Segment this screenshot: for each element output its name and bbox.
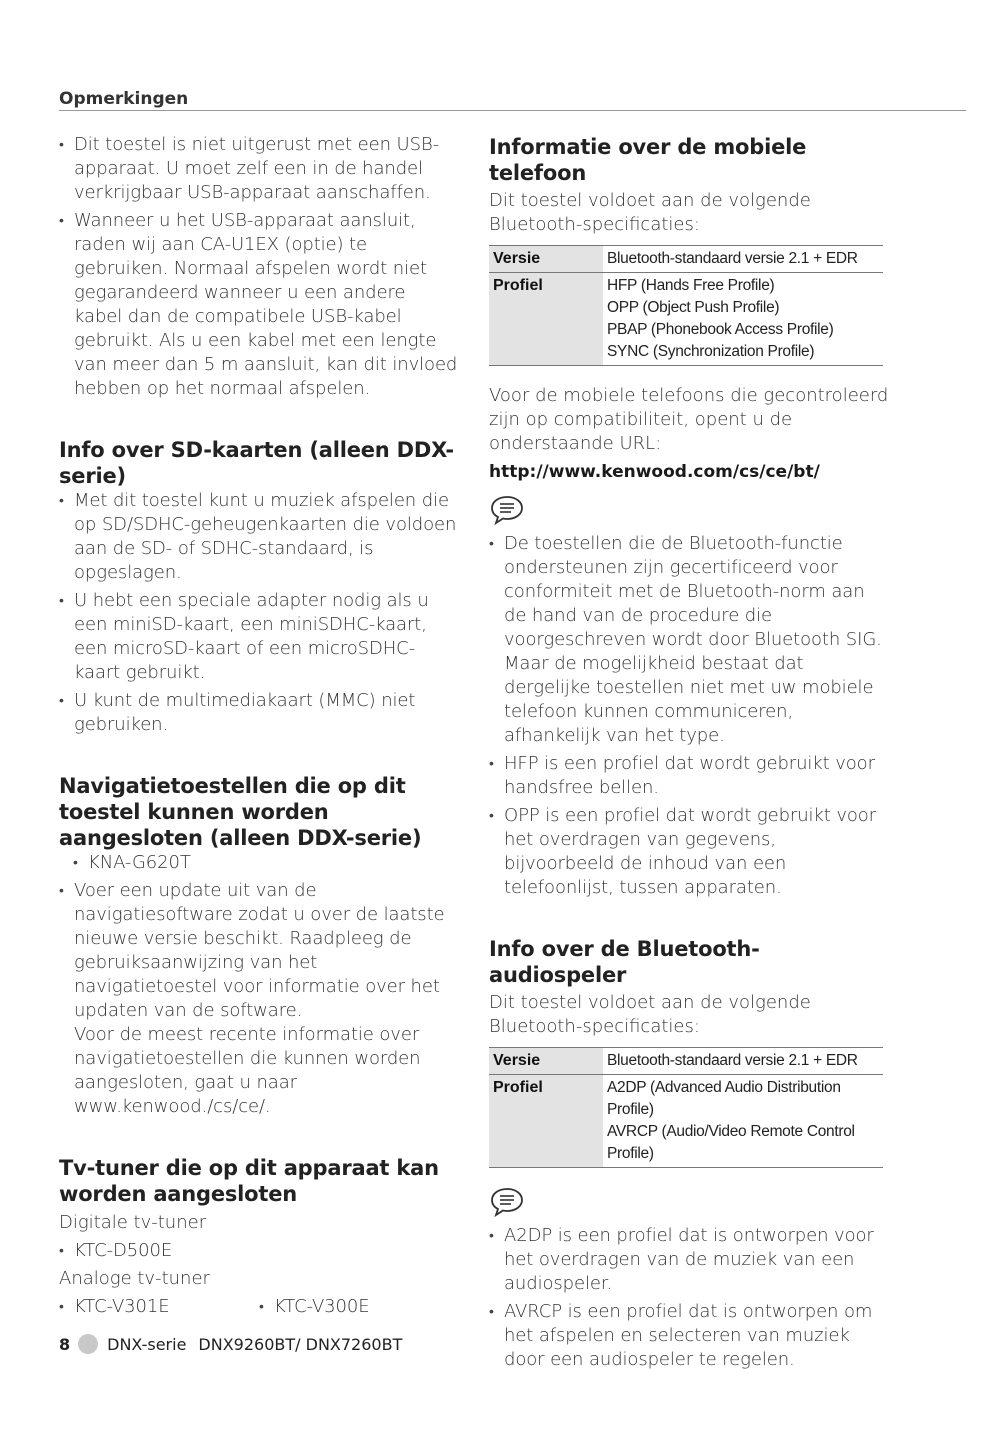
sd-notes-list <box>59 489 459 737</box>
phone-notes-list <box>489 532 889 900</box>
page-dot-icon <box>78 1334 98 1354</box>
list-item: • KTC-V301E <box>59 1295 259 1319</box>
analog-tuner-list <box>59 1295 459 1323</box>
phone-spec-table <box>489 245 883 366</box>
nav-models-list <box>59 851 459 875</box>
model-names: DNX9260BT/ DNX7260BT <box>198 1334 403 1354</box>
version-label: Versie <box>489 1048 603 1075</box>
profile-values <box>603 1075 883 1168</box>
list-item: • U kunt de multimediakaart (MMC) niet gebruiken. <box>59 689 459 737</box>
list-item: • Wanneer u het USB-apparaat aansluit, raden wij aan CA-U1EX (optie) te gebruiken. Normaal afspelen wordt niet gegarandeerd wanneer u een andere kabel dan de compatibele USB-kabel gebruikt. Als u een kabel met een lengte van meer dan 5 m aansluit, kan dit invloed hebben op het normaal afspelen. <box>59 209 459 401</box>
nav-notes-list <box>59 879 459 1119</box>
note-icon <box>489 1186 525 1218</box>
list-item: • AVRCP is een profiel dat is ontworpen om het afspelen en selecteren van muziek door een audiospeler te regelen. <box>489 1300 889 1372</box>
series-name: DNX-serie <box>107 1334 187 1354</box>
page-number: 8 <box>59 1334 71 1354</box>
phone-intro: Dit toestel voldoet aan de volgende Bluetooth-specificaties: <box>489 190 811 235</box>
audio-heading: Info over de Bluetooth-audiospeler <box>489 937 760 987</box>
list-item <box>59 879 459 1119</box>
list-item: • HFP is een profiel dat wordt gebruikt voor handsfree bellen. <box>489 752 889 800</box>
sd-heading: Info over SD-kaarten (alleen DDX-serie) <box>59 438 454 488</box>
nav-heading: Navigatietoestellen die op dit toestel kunnen worden aangesloten (alleen DDX-serie) <box>59 774 422 850</box>
digital-tuner-list <box>59 1239 459 1263</box>
phone-heading: Informatie over de mobiele telefoon <box>489 135 807 185</box>
list-item: • Dit toestel is niet uitgerust met een USB-apparaat. U moet zelf een in de handel verkrijgbaar USB-apparaat aanschaffen. <box>59 133 459 205</box>
compat-url: http://www.kenwood.com/cs/ce/bt/ <box>489 462 820 482</box>
audio-notes-list <box>489 1224 889 1372</box>
list-item: • De toestellen die de Bluetooth-functie ondersteunen zijn gecertificeerd voor conformiteit met de Bluetooth-norm aan de hand van de procedure die voorgeschreven wordt door Bluetooth SIG. Maar de mogelijkheid bestaat dat dergelijke toestellen niet met uw mobiele telefoon kunnen communiceren, afhankelijk van het type. <box>489 532 889 748</box>
analog-tuner-label: Analoge tv-tuner <box>59 1268 210 1289</box>
version-label: Versie <box>489 246 603 273</box>
list-item: • KTC-V300E <box>259 1295 459 1319</box>
list-item: • OPP is een profiel dat wordt gebruikt voor het overdragen van gegevens, bijvoorbeeld de inhoud van een telefoonlijst, tussen apparaten. <box>489 804 889 900</box>
profile-item: A2DP (Advanced Audio Distribution Profile) <box>607 1079 841 1118</box>
profile-values <box>603 273 883 366</box>
list-item: • Met dit toestel kunt u muziek afspelen die op SD/SDHC-geheugenkaarten die voldoen aan de SD- of SDHC-standaard, is opgeslagen. <box>59 489 459 585</box>
list-item: • U hebt een speciale adapter nodig als u een miniSD-kaart, een miniSDHC-kaart, een microSD-kaart of een microSDHC-kaart gebruikt. <box>59 589 459 685</box>
left-column <box>59 133 459 1323</box>
table-row <box>489 1048 883 1075</box>
profile-item: AVRCP (Audio/Video Remote Control Profile) <box>607 1123 855 1162</box>
list-item: • KNA-G620T <box>73 851 459 875</box>
section-header <box>59 88 966 111</box>
nav-update-text: Voer een update uit van de navigatiesoftware zodat u over de laatste nieuwe versie beschikt. Raadpleeg de gebruiksaanwijzing van het navigatietoestel voor informatie over het updaten van de software. <box>74 880 445 1021</box>
version-value: Bluetooth-standaard versie 2.1 + EDR <box>603 1048 883 1075</box>
profile-label: Profiel <box>489 273 603 366</box>
note-icon <box>489 494 525 526</box>
audio-intro: Dit toestel voldoet aan de volgende Bluetooth-specificaties: <box>489 992 811 1037</box>
profile-label: Profiel <box>489 1075 603 1168</box>
digital-tuner-label: Digitale tv-tuner <box>59 1212 207 1233</box>
nav-info-text: Voor de meest recente informatie over navigatietoestellen die kunnen worden aangesloten, gaat u naar www.kenwood./cs/ce/. <box>74 1024 421 1117</box>
usb-notes-list <box>59 133 459 401</box>
section-title: Opmerkingen <box>59 89 189 109</box>
table-row <box>489 273 883 366</box>
profile-item: PBAP (Phonebook Access Profile) <box>607 321 834 338</box>
right-column <box>489 133 889 1376</box>
page-footer <box>59 1333 402 1355</box>
list-item: • KTC-D500E <box>59 1239 459 1263</box>
profile-item: SYNC (Synchronization Profile) <box>607 343 815 360</box>
table-row <box>489 246 883 273</box>
table-row <box>489 1075 883 1168</box>
profile-item: OPP (Object Push Profile) <box>607 299 780 316</box>
list-item: • A2DP is een profiel dat is ontworpen voor het overdragen van de muziek van een audiospeler. <box>489 1224 889 1296</box>
compat-url-text: Voor de mobiele telefoons die gecontroleerd zijn op compatibiliteit, opent u de onderstaande URL: <box>489 385 889 454</box>
tv-heading: Tv-tuner die op dit apparaat kan worden aangesloten <box>59 1156 439 1206</box>
audio-spec-table <box>489 1047 883 1168</box>
profile-item: HFP (Hands Free Profile) <box>607 277 775 294</box>
version-value: Bluetooth-standaard versie 2.1 + EDR <box>603 246 883 273</box>
